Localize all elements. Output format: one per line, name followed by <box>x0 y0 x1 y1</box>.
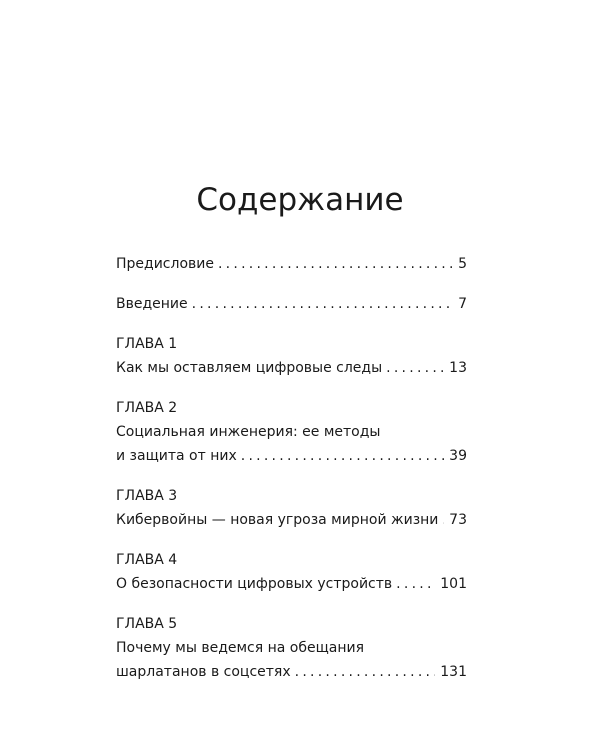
toc-entry-chapter-1[interactable] <box>116 332 467 380</box>
dot-leader <box>396 572 435 596</box>
entry-title-line-2: и защита от них <box>116 448 237 464</box>
chapter-label: ГЛАВА 2 <box>116 400 178 416</box>
chapter-label: ГЛАВА 3 <box>116 488 178 504</box>
toc-line <box>116 660 467 684</box>
page-number: 73 <box>449 512 467 528</box>
toc-line <box>116 420 467 444</box>
toc-line <box>116 356 467 380</box>
toc-line <box>116 572 467 596</box>
entry-title: Предисловие <box>116 256 214 272</box>
dot-leader <box>386 356 444 380</box>
page-number: 39 <box>449 448 467 464</box>
entry-title: О безопасности цифровых устройств <box>116 576 393 592</box>
toc-line <box>116 636 467 660</box>
chapter-label: ГЛАВА 1 <box>116 336 178 352</box>
dot-leader <box>218 252 453 276</box>
entry-title: Как мы оставляем цифровые следы <box>116 360 383 376</box>
dot-leader <box>442 508 444 532</box>
chapter-label: ГЛАВА 5 <box>116 616 178 632</box>
toc-line <box>116 252 467 276</box>
chapter-label: ГЛАВА 4 <box>116 552 178 568</box>
entry-title-line-2: шарлатанов в соцсетях <box>116 664 291 680</box>
toc-entry-introduction[interactable] <box>116 292 467 316</box>
entry-title: Введение <box>116 296 188 312</box>
toc-entry-chapter-4[interactable] <box>116 548 467 596</box>
page-number: 131 <box>440 664 467 680</box>
page-number: 101 <box>440 576 467 592</box>
toc-line <box>116 444 467 468</box>
dot-leader <box>192 292 453 316</box>
table-of-contents <box>116 252 467 700</box>
entry-title-line-1: Почему мы ведемся на обещания <box>116 640 365 656</box>
entry-title: Кибервойны — новая угроза мирной жизни <box>116 512 439 528</box>
toc-line <box>116 508 467 532</box>
page-number: 5 <box>458 256 467 272</box>
toc-entry-chapter-3[interactable] <box>116 484 467 532</box>
page-number: 13 <box>449 360 467 376</box>
toc-entry-preface[interactable] <box>116 252 467 276</box>
dot-leader <box>295 660 436 684</box>
entry-title-line-1: Социальная инженерия: ее методы <box>116 424 381 440</box>
page-number: 7 <box>458 296 467 312</box>
toc-entry-chapter-2[interactable] <box>116 396 467 468</box>
toc-line <box>116 292 467 316</box>
toc-entry-chapter-5[interactable] <box>116 612 467 684</box>
toc-title: Содержание <box>196 182 404 218</box>
dot-leader <box>241 444 444 468</box>
